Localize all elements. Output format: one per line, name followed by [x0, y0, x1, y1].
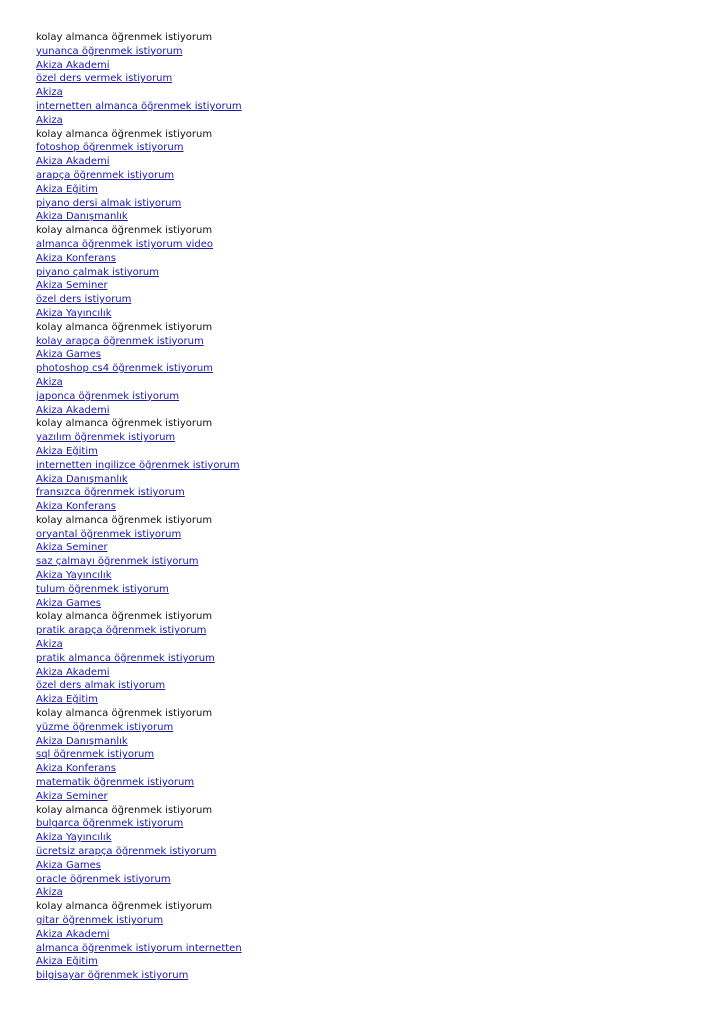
text-link[interactable]: Akiza Eğitim — [36, 445, 98, 457]
list-item[interactable] — [36, 86, 636, 100]
list-item — [36, 224, 636, 238]
list-item — [36, 128, 636, 142]
list-item[interactable] — [36, 238, 636, 252]
text-link[interactable]: fransızca öğrenmek istiyorum — [36, 487, 185, 499]
list-item[interactable] — [36, 873, 636, 887]
text-link[interactable]: Akiza — [36, 639, 63, 651]
text-link[interactable]: bilgisayar öğrenmek istiyorum — [36, 970, 189, 982]
list-item — [36, 417, 636, 431]
list-item[interactable] — [36, 376, 636, 390]
text-link[interactable]: yazılım öğrenmek istiyorum — [36, 432, 176, 444]
list-item[interactable] — [36, 693, 636, 707]
text-link[interactable]: Akiza Games — [36, 597, 101, 609]
text-link[interactable]: Akiza Eğitim — [36, 694, 98, 706]
list-item[interactable] — [36, 445, 636, 459]
text-link[interactable]: saz çalmayı öğrenmek istiyorum — [36, 556, 199, 568]
list-item[interactable] — [36, 624, 636, 638]
list-item[interactable] — [36, 59, 636, 73]
list-item — [36, 31, 636, 45]
text-link[interactable]: bulgarca öğrenmek istiyorum — [36, 818, 184, 830]
list-item[interactable] — [36, 279, 636, 293]
list-item[interactable] — [36, 583, 636, 597]
text-link[interactable]: Akiza Seminer — [36, 790, 108, 802]
plain-text: kolay almanca öğrenmek istiyorum — [36, 225, 213, 237]
text-link[interactable]: Akiza Seminer — [36, 542, 108, 554]
text-link[interactable]: Akiza Yayıncılık — [36, 832, 112, 844]
list-item[interactable] — [36, 541, 636, 555]
list-item[interactable] — [36, 114, 636, 128]
text-link[interactable]: matematik öğrenmek istiyorum — [36, 777, 195, 789]
list-item[interactable] — [36, 859, 636, 873]
text-link[interactable]: gitar öğrenmek istiyorum — [36, 915, 164, 926]
list-item[interactable] — [36, 100, 636, 114]
text-link[interactable]: piyano çalmak istiyorum — [36, 266, 159, 278]
list-item[interactable] — [36, 721, 636, 735]
list-item[interactable] — [36, 210, 636, 224]
text-link[interactable]: japonca öğrenmek istiyorum — [36, 390, 180, 402]
text-link[interactable]: Akiza Danışmanlık — [36, 735, 128, 747]
plain-text: kolay almanca öğrenmek istiyorum — [36, 418, 213, 430]
text-link[interactable]: özel ders almak istiyorum — [36, 680, 166, 692]
list-item[interactable] — [36, 169, 636, 183]
list-item[interactable] — [36, 748, 636, 762]
list-item[interactable] — [36, 528, 636, 542]
list-item[interactable] — [36, 845, 636, 859]
list-item[interactable] — [36, 155, 636, 169]
text-link[interactable]: sql öğrenmek istiyorum — [36, 749, 155, 761]
list-item — [36, 514, 636, 528]
list-item[interactable] — [36, 569, 636, 583]
text-link[interactable]: internetten ingilizce öğrenmek istiyorum — [36, 459, 240, 471]
list-item[interactable] — [36, 486, 636, 500]
text-link[interactable]: Akiza Yayıncılık — [36, 570, 112, 582]
text-link[interactable]: oryantal öğrenmek istiyorum — [36, 528, 182, 540]
text-link[interactable]: fotoshop öğrenmek istiyorum — [36, 142, 184, 154]
list-item[interactable] — [36, 197, 636, 211]
text-link[interactable]: ücretsiz arapça öğrenmek istiyorum — [36, 846, 217, 858]
text-link[interactable]: özel ders istiyorum — [36, 294, 132, 306]
text-link[interactable]: pratik almanca öğrenmek istiyorum — [36, 652, 215, 664]
list-item[interactable] — [36, 72, 636, 86]
list-item[interactable] — [36, 293, 636, 307]
text-link[interactable]: photoshop cs4 öğrenmek istiyorum — [36, 363, 213, 375]
text-link[interactable]: özel ders vermek istiyorum — [36, 73, 173, 85]
list-item[interactable] — [36, 790, 636, 804]
list-item[interactable] — [36, 969, 636, 983]
text-link[interactable]: almanca öğrenmek istiyorum internetten — [36, 942, 242, 954]
text-link[interactable]: Akiza Danışmanlık — [36, 473, 128, 485]
list-item[interactable] — [36, 955, 636, 969]
text-link[interactable]: Akiza — [36, 376, 63, 388]
text-link[interactable]: Akiza Games — [36, 859, 101, 871]
text-link[interactable]: Akiza Games — [36, 349, 101, 361]
list-item[interactable] — [36, 817, 636, 831]
list-item[interactable] — [36, 762, 636, 776]
plain-text: kolay almanca öğrenmek istiyorum — [36, 128, 213, 140]
text-list — [36, 31, 636, 983]
text-link[interactable]: yüzme öğrenmek istiyorum — [36, 721, 174, 733]
list-item[interactable] — [36, 831, 636, 845]
list-item[interactable] — [36, 362, 636, 376]
text-link[interactable]: Akiza Akademi — [36, 928, 110, 940]
text-link[interactable]: Akiza Akademi — [36, 666, 110, 678]
text-link[interactable]: internetten almanca öğrenmek istiyorum — [36, 100, 242, 112]
text-link[interactable]: pratik arapça öğrenmek istiyorum — [36, 625, 207, 637]
list-item[interactable] — [36, 914, 636, 928]
list-item — [36, 321, 636, 335]
text-link[interactable]: Akiza — [36, 114, 63, 126]
text-link[interactable]: oracle öğrenmek istiyorum — [36, 873, 171, 885]
list-item[interactable] — [36, 404, 636, 418]
text-link[interactable]: piyano dersi almak istiyorum — [36, 197, 182, 209]
list-item — [36, 707, 636, 721]
plain-text: kolay almanca öğrenmek istiyorum — [36, 321, 213, 333]
text-link[interactable]: Akiza Akademi — [36, 404, 110, 416]
text-link[interactable]: Akiza Danışmanlık — [36, 211, 128, 223]
text-link[interactable]: Akiza Yayıncılık — [36, 307, 112, 319]
list-item[interactable] — [36, 459, 636, 473]
list-item[interactable] — [36, 307, 636, 321]
list-item[interactable] — [36, 45, 636, 59]
text-link[interactable]: tulum öğrenmek istiyorum — [36, 583, 169, 595]
text-link[interactable]: Akiza Seminer — [36, 280, 108, 292]
list-item[interactable] — [36, 141, 636, 155]
text-link[interactable]: Akiza Konferans — [36, 252, 116, 264]
list-item[interactable] — [36, 928, 636, 942]
text-link[interactable]: kolay arapça öğrenmek istiyorum — [36, 335, 204, 347]
text-link[interactable]: Akiza — [36, 887, 63, 899]
list-item[interactable] — [36, 431, 636, 445]
plain-text: kolay almanca öğrenmek istiyorum — [36, 611, 213, 623]
list-item[interactable] — [36, 679, 636, 693]
text-link[interactable]: almanca öğrenmek istiyorum video — [36, 238, 214, 250]
list-item[interactable] — [36, 500, 636, 514]
text-link[interactable]: Akiza — [36, 87, 63, 99]
list-item[interactable] — [36, 473, 636, 487]
list-item[interactable] — [36, 252, 636, 266]
plain-text: kolay almanca öğrenmek istiyorum — [36, 514, 213, 526]
list-item[interactable] — [36, 886, 636, 900]
list-item[interactable] — [36, 666, 636, 680]
text-link[interactable]: Akiza Konferans — [36, 501, 116, 513]
text-link[interactable]: Akiza Konferans — [36, 763, 116, 775]
list-item[interactable] — [36, 390, 636, 404]
list-item — [36, 900, 636, 914]
list-item[interactable] — [36, 597, 636, 611]
text-link[interactable]: Akiza Eğitim — [36, 956, 98, 968]
list-item[interactable] — [36, 555, 636, 569]
plain-text: kolay almanca öğrenmek istiyorum — [36, 901, 213, 913]
list-item[interactable] — [36, 266, 636, 280]
list-item — [36, 610, 636, 624]
text-link[interactable]: arapça öğrenmek istiyorum — [36, 169, 175, 181]
text-link[interactable]: Akiza Eğitim — [36, 183, 98, 195]
list-item[interactable] — [36, 638, 636, 652]
text-link[interactable]: yunanca öğrenmek istiyorum — [36, 45, 183, 57]
list-item[interactable] — [36, 776, 636, 790]
list-item[interactable] — [36, 652, 636, 666]
list-item — [36, 804, 636, 818]
list-item[interactable] — [36, 735, 636, 749]
text-link[interactable]: Akiza Akademi — [36, 156, 110, 168]
plain-text: kolay almanca öğrenmek istiyorum — [36, 708, 213, 720]
text-link[interactable]: Akiza Akademi — [36, 59, 110, 71]
list-item[interactable] — [36, 335, 636, 349]
plain-text: kolay almanca öğrenmek istiyorum — [36, 804, 213, 816]
list-item[interactable] — [36, 942, 636, 956]
plain-text: kolay almanca öğrenmek istiyorum — [36, 32, 213, 43]
list-item[interactable] — [36, 183, 636, 197]
list-item[interactable] — [36, 348, 636, 362]
